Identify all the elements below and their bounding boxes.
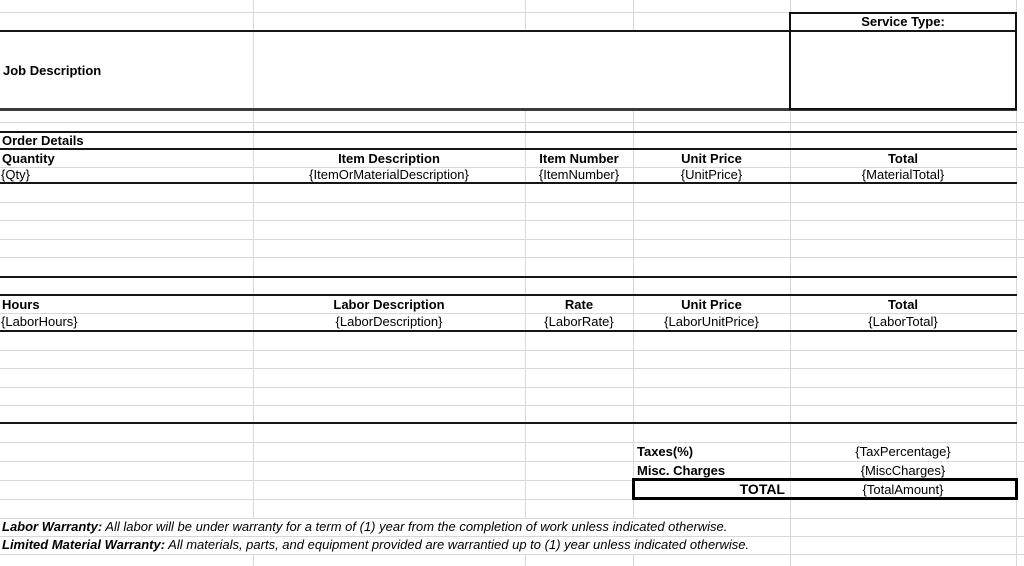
gridline-horizontal [0, 239, 1024, 240]
material-warranty-text: All materials, parts, and equipment provided are warrantied up to (1) year unless indicated otherwise. [165, 537, 750, 552]
misc-charges-label: Misc. Charges [637, 463, 726, 478]
rate-header: Rate [564, 297, 594, 312]
gridline-horizontal [0, 387, 1024, 388]
table-border-line [0, 131, 1017, 133]
total-label: TOTAL [739, 481, 785, 497]
item-number-cell[interactable]: {ItemNumber} [538, 167, 620, 182]
service-type-label: Service Type: [861, 14, 945, 29]
gridline-horizontal [0, 220, 1024, 221]
gridline-horizontal [0, 257, 1024, 258]
material-total-cell[interactable]: {MaterialTotal} [861, 167, 945, 182]
gridline-horizontal [0, 499, 633, 500]
gridline-vertical [633, 499, 634, 518]
misc-charges-value-cell[interactable]: {MiscCharges} [860, 463, 946, 478]
gridline-vertical [633, 554, 634, 566]
labor-description-cell[interactable]: {LaborDescription} [335, 314, 443, 329]
total-amount-cell[interactable]: {TotalAmount} [862, 482, 944, 497]
gridline-vertical [525, 0, 526, 31]
qty-cell[interactable]: {Qty} [1, 167, 30, 182]
gridline-vertical [525, 554, 526, 566]
material-warranty-note [2, 536, 749, 554]
gridline-horizontal [0, 405, 1024, 406]
table-border-line [0, 422, 1017, 424]
labor-unit-price-header: Unit Price [681, 297, 742, 312]
gridline-vertical [790, 0, 791, 12]
unit-price-cell[interactable]: {UnitPrice} [680, 167, 743, 182]
labor-warranty-text: All labor will be under warranty for a term of (1) year from the completion of work unless indicated otherwise. [102, 519, 728, 534]
gridline-horizontal [0, 202, 1024, 203]
gridline-horizontal [0, 12, 790, 13]
table-border-line [0, 276, 1017, 278]
material-total-header: Total [887, 151, 919, 166]
gridline-vertical [253, 554, 254, 566]
gridline-horizontal [0, 350, 1024, 351]
gridline-horizontal [0, 122, 1024, 123]
item-description-header: Item Description [338, 151, 440, 166]
labor-unit-price-cell[interactable]: {LaborUnitPrice} [664, 314, 759, 329]
labor-total-header: Total [887, 297, 919, 312]
labor-warranty-label: Labor Warranty: [2, 519, 103, 534]
material-warranty-label: Limited Material Warranty: [2, 537, 166, 552]
job-description-label: Job Description [3, 63, 102, 78]
gridline-vertical [1016, 0, 1017, 12]
labor-hours-cell[interactable]: {LaborHours} [1, 314, 78, 329]
item-description-cell[interactable]: {ItemOrMaterialDescription} [309, 167, 469, 182]
gridline-horizontal [0, 368, 1024, 369]
taxes-label: Taxes(%) [637, 444, 694, 459]
quantity-header: Quantity [2, 151, 55, 166]
taxes-value-cell[interactable]: {TaxPercentage} [855, 444, 951, 459]
gridline-vertical [633, 0, 634, 31]
labor-description-header: Labor Description [333, 297, 445, 312]
labor-rate-cell[interactable]: {LaborRate} [544, 314, 614, 329]
item-number-header: Item Number [539, 151, 619, 166]
hours-header: Hours [2, 297, 40, 312]
gridline-horizontal [0, 554, 1024, 555]
unit-price-header: Unit Price [681, 151, 742, 166]
labor-warranty-note [2, 518, 727, 536]
gridline-vertical [1016, 499, 1017, 566]
order-details-label: Order Details [2, 133, 84, 148]
gridline-horizontal [0, 480, 633, 481]
labor-total-cell[interactable]: {LaborTotal} [868, 314, 938, 329]
job-description-input-area[interactable] [254, 32, 789, 108]
